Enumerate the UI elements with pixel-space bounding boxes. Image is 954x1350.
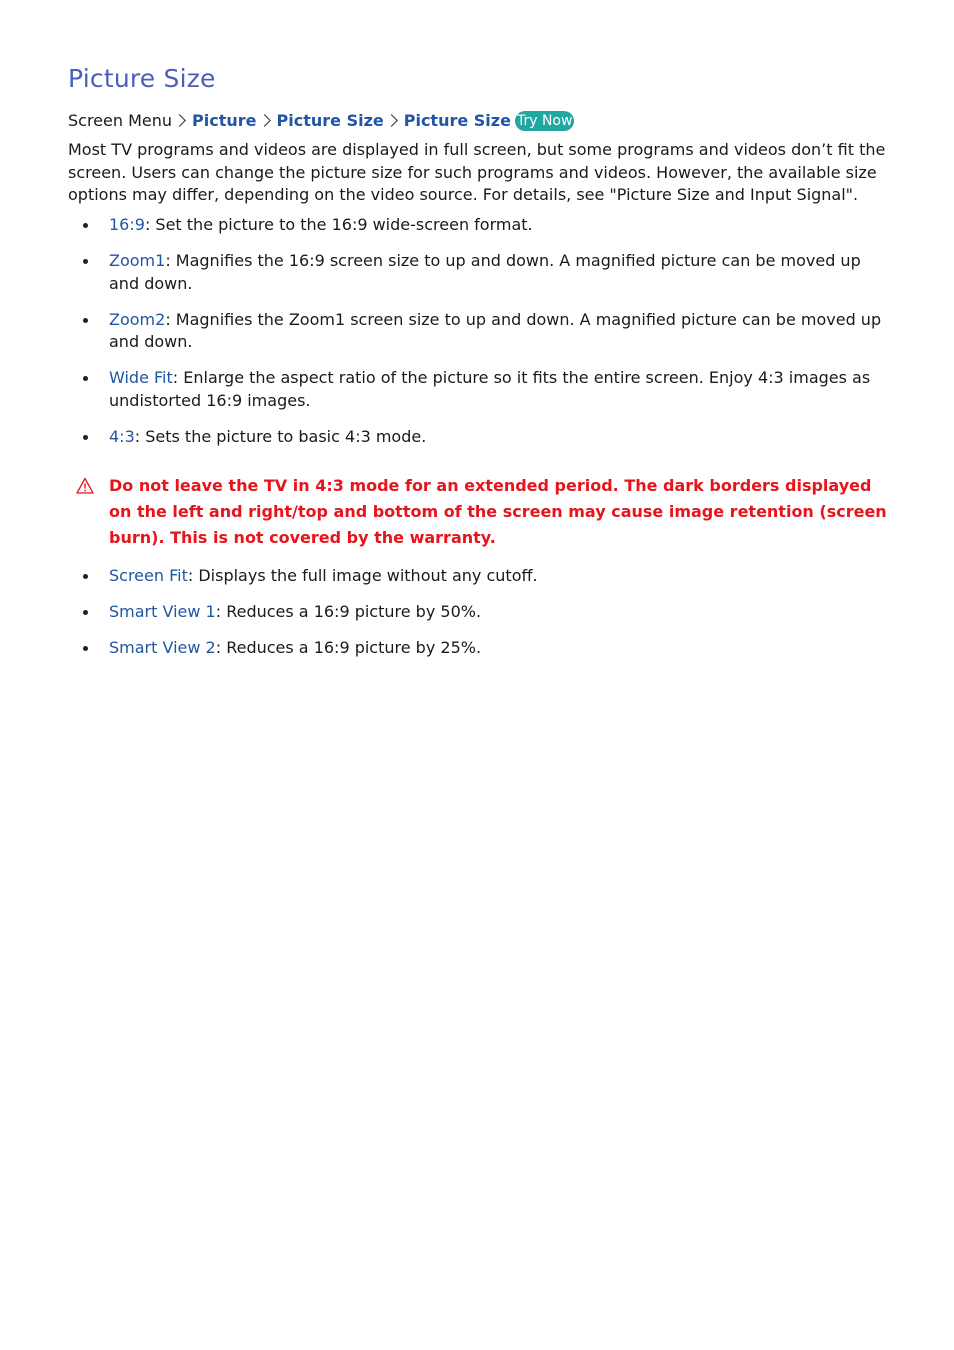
page-title: Picture Size (68, 64, 216, 93)
chevron-right-icon (173, 114, 186, 127)
breadcrumb-item-picture[interactable]: Picture (192, 111, 257, 130)
option-term: 16:9 (109, 215, 145, 234)
option-description: : Set the picture to the 16:9 wide-screen format. (144, 215, 533, 234)
option-term: 4:3 (109, 426, 135, 446)
chevron-right-icon (258, 114, 271, 127)
list-item (68, 214, 888, 237)
bullet-icon (83, 610, 88, 615)
option-description: : Sets the picture to basic 4:3 mode. (134, 426, 427, 446)
list-item (68, 309, 888, 354)
breadcrumb (68, 110, 574, 132)
picture-size-options-list-2 (68, 565, 888, 673)
warning-text: Do not leave the TV in 4:3 mode for an extended period. The dark borders displayed on the left and right/top and bottom of the screen may cause image retention (screen burn). This is not covered by the warranty. (109, 476, 887, 547)
option-term: Smart View 2 (109, 638, 216, 657)
warning-note (68, 473, 888, 551)
option-term: Smart View 1 (109, 602, 216, 621)
bullet-icon (83, 376, 88, 381)
list-item (68, 637, 888, 660)
bullet-icon (83, 259, 88, 264)
breadcrumb-item-picture-size[interactable]: Picture Size (276, 111, 384, 130)
bullet-icon (83, 223, 88, 228)
list-item (68, 367, 888, 412)
option-description: : Reduces a 16:9 picture by 25%. (215, 638, 482, 657)
option-description: : Magnifies the Zoom1 screen size to up and down. A magnified picture can be moved up and down. (109, 309, 882, 351)
bullet-icon (83, 318, 88, 323)
try-now-button[interactable]: Try Now (516, 113, 573, 129)
bullet-icon (83, 574, 88, 579)
list-item (68, 250, 888, 295)
option-description: : Reduces a 16:9 picture by 50%. (215, 602, 482, 621)
option-term: Zoom1 (109, 251, 166, 270)
option-term: Zoom2 (109, 309, 166, 329)
breadcrumb-item-picture-size-setting[interactable]: Picture Size (403, 111, 511, 130)
option-description: : Magnifies the 16:9 screen size to up and down. A magnified picture can be moved up and down. (109, 251, 861, 293)
list-item (68, 601, 888, 624)
list-item (68, 565, 888, 588)
picture-size-options-list (68, 214, 888, 462)
warning-icon (76, 477, 94, 495)
option-term: Screen Fit (109, 566, 188, 585)
breadcrumb-root: Screen Menu (68, 111, 173, 130)
bullet-icon (83, 646, 88, 651)
option-term: Wide Fit (109, 368, 173, 387)
bullet-icon (83, 435, 88, 440)
intro-paragraph: Most TV programs and videos are displayed in full screen, but some programs and videos don’t fit the screen. Users can change the picture size for such programs and videos. However, the available size options may differ, depending on the video source. For details, see "Picture Size and Input Signal". (68, 140, 886, 204)
option-description: : Displays the full image without any cutoff. (187, 566, 538, 585)
list-item (68, 426, 888, 449)
option-description: : Enlarge the aspect ratio of the picture so it fits the entire screen. Enjoy 4:3 images as undistorted 16:9 images. (109, 368, 871, 410)
chevron-right-icon (385, 114, 398, 127)
